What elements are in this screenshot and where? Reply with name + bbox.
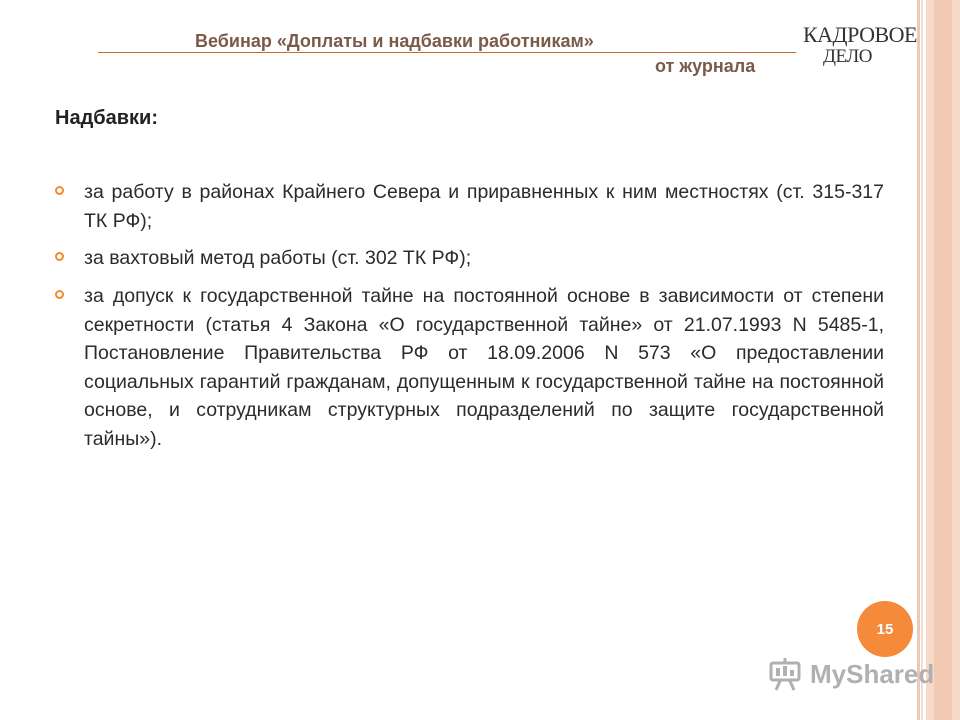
bullet-text: за вахтовый метод работы (ст. 302 ТК РФ); [84, 247, 472, 269]
journal-line: от журнала [655, 56, 756, 76]
ring-bullet-icon [55, 186, 64, 195]
presentation-board-icon [768, 657, 804, 691]
page-number-badge: 15 [857, 601, 913, 657]
section-heading: Надбавки: [55, 107, 158, 129]
logo-line1: КАДРОВОЕ [803, 22, 917, 47]
logo-line2: ДЕЛО [823, 46, 872, 67]
decorative-stripe [934, 0, 952, 720]
header-rule [98, 52, 796, 53]
ring-bullet-icon [55, 252, 64, 261]
decorative-stripe [917, 0, 920, 720]
watermark-text: MyShared [810, 659, 935, 689]
myshared-watermark [768, 657, 935, 693]
kadrovoe-delo-logo [803, 22, 917, 72]
decorative-stripe [921, 0, 923, 720]
bullet-text: за работу в районах Крайнего Севера и приравненных к ним местностях (ст. 315-317 ТК РФ); [84, 181, 884, 232]
ring-bullet-icon [55, 290, 64, 299]
webinar-title: Вебинар «Доплаты и надбавки работникам» [195, 31, 594, 51]
bullet-text: за допуск к государственной тайне на постоянной основе в зависимости от степени секретности (статья 4 Закона «О государственной тайне» от 21.07.1993 N 5485-1, Постановление Правительства РФ от 18.09.2006 N 573 «О предоставлении социальных гарантий гражданам, допущенным к государственной тайне на постоянной основе, и сотрудникам структурных подразделений по защите государственной тайны»). [84, 285, 884, 450]
